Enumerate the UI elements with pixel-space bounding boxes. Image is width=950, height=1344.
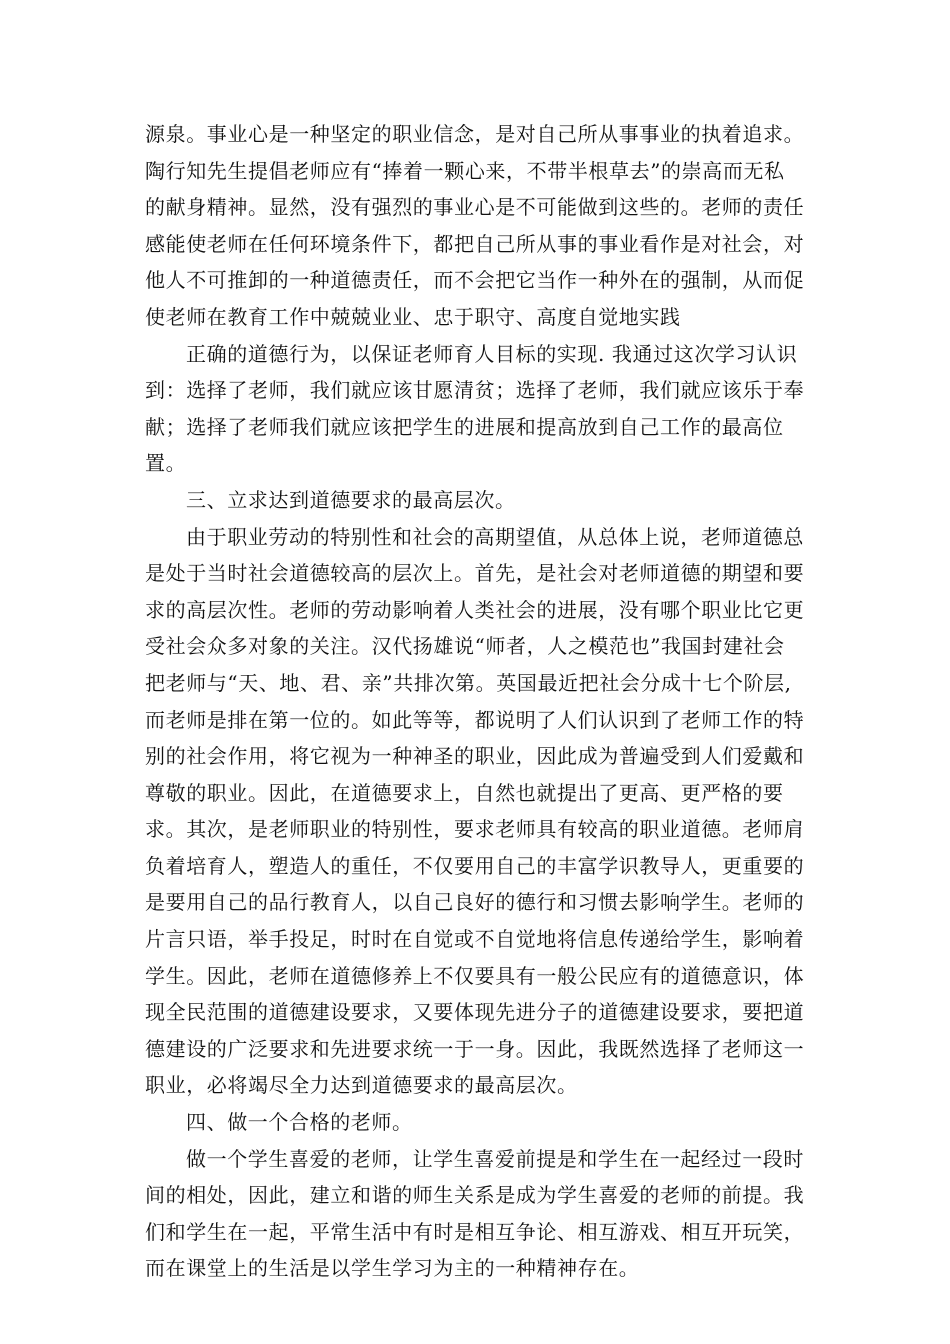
section-heading-3: 三、立求达到道德要求的最高层次。: [186, 487, 516, 512]
section-heading-4: 四、做一个合格的老师。: [186, 1110, 413, 1135]
paragraph-high-level-ethics: 由于职业劳动的特别性和社会的高期望值，从总体上说，老师道德总是处于当时社会道德较高的层次上。首先，是社会对老师道德的期望和要求的高层次性。老师的劳动影响着人类社会的进展，没有哪个职业比它更受社会众多对象的关注。汉代扬雄说“师者，人之模范也”我国封建社会把老师与“天、地、君、亲”共排次第。英国最近把社会分成十七个阶层,而老师是排在第一位的。如此等等，都说明了人们认识到了老师工作的特别的社会作用，将它视为一种神圣的职业，因此成为普遍受到人们爱戴和尊敬的职业。因此，在道德要求上，自然也就提出了更高、更严格的要求。其次，是老师职业的特别性，要求老师具有较高的职业道德。老师肩负着培育人，塑造人的重任，不仅要用自己的丰富学识教导人，更重要的是要用自己的品行教育人，以自己良好的德行和习惯去影响学生。老师的片言只语，举手投足，时时在自觉或不自觉地将信息传递给学生，影响着学生。因此，老师在道德修养上不仅要具有一般公民应有的道德意识，体现全民范围的道德建设要求，又要体现先进分子的道德建设要求，要把道德建设的广泛要求和先进要求统一于一身。因此，我既然选择了老师这一职业，必将竭尽全力达到道德要求的最高层次。: [145, 524, 805, 1098]
paragraph-qualified-teacher: 做一个学生喜爱的老师，让学生喜爱前提是和学生在一起经过一段时间的相处，因此，建立和谐的师生关系是成为学生喜爱的老师的前提。我们和学生在一起，平常生活中有时是相互争论、相互游戏、相互开玩笑，而在课堂上的生活是以学生学习为主的一种精神存在。: [145, 1146, 805, 1281]
paragraph-moral-behavior: 正确的道德行为，以保证老师育人目标的实现. 我通过这次学习认识到：选择了老师，我们就应该甘愿清贫；选择了老师，我们就应该乐于奉献；选择了老师我们就应该把学生的进展和提高放到自己工作的最高位置。: [145, 341, 805, 476]
document-body: [145, 116, 805, 1287]
paragraph-continuation: 源泉。事业心是一种坚定的职业信念，是对自己所从事事业的执着追求。陶行知先生提倡老师应有“捧着一颗心来，不带半根草去”的崇高而无私的献身精神。显然，没有强烈的事业心是不可能做到这些的。老师的责任感能使老师在任何环境条件下，都把自己所从事的事业看作是对社会，对他人不可推卸的一种道德责任，而不会把它当作一种外在的强制，从而促使老师在教育工作中兢兢业业、忠于职守、高度自觉地实践: [145, 122, 805, 329]
